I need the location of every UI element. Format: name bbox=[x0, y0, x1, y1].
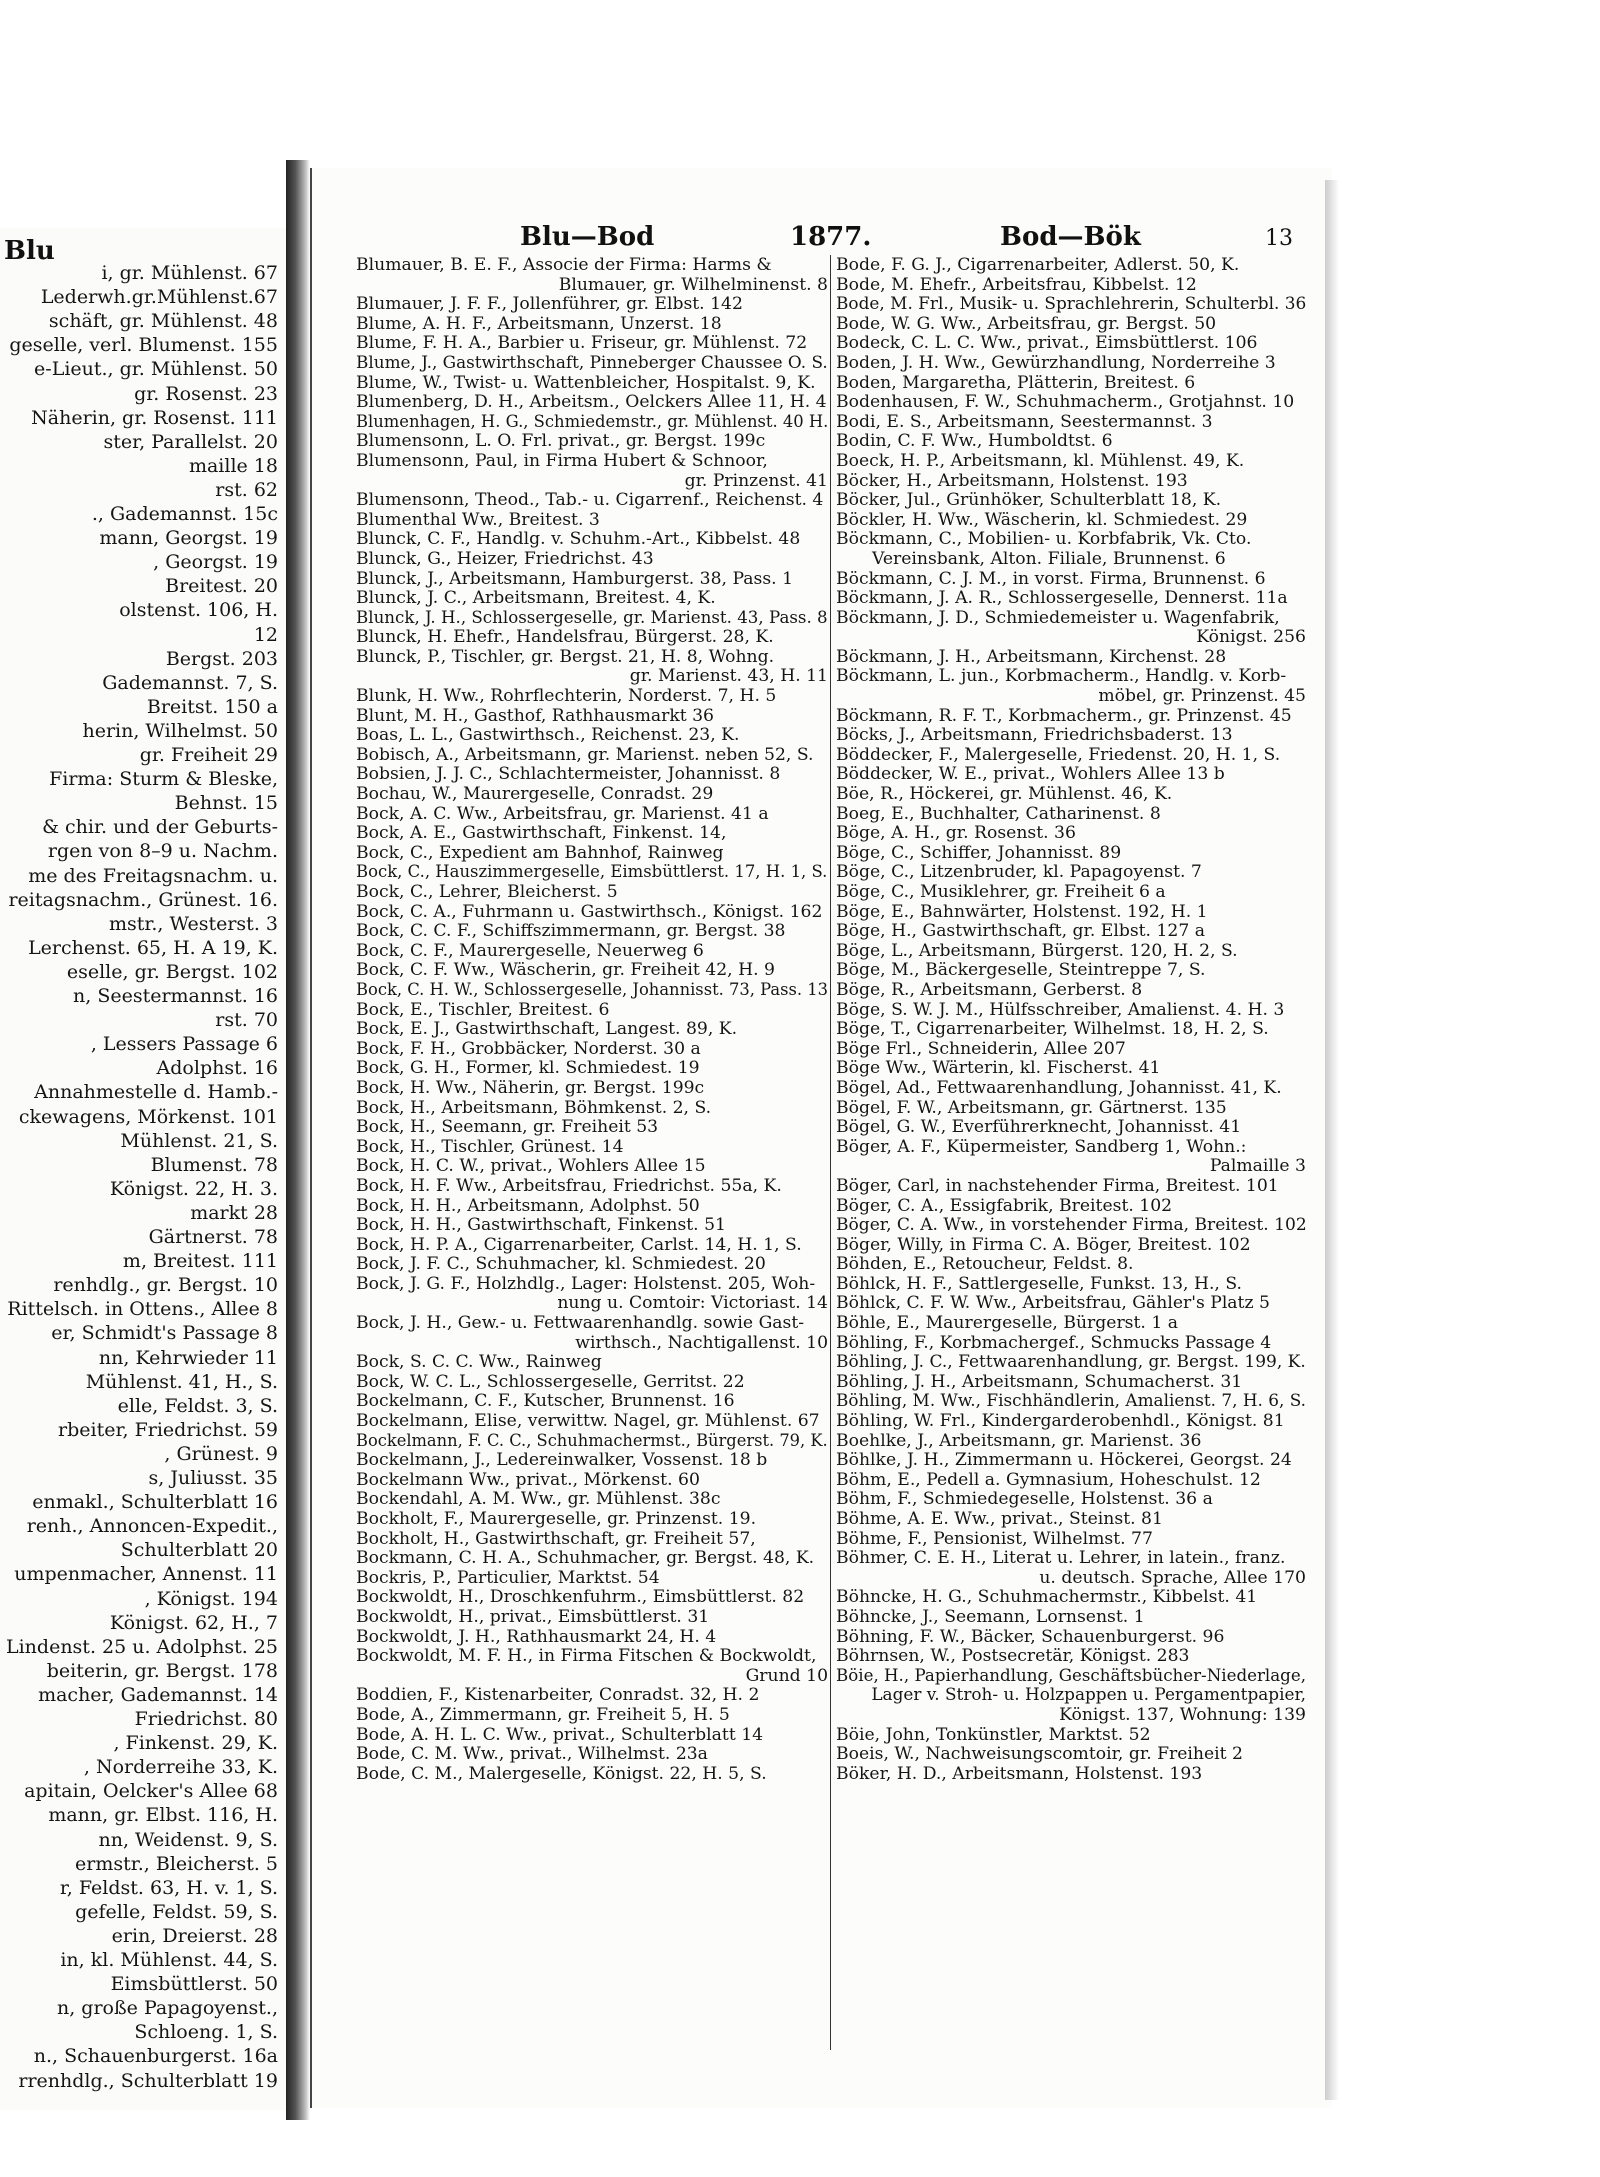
directory-entry: Böddecker, W. E., privat., Wohlers Allee 13 b bbox=[836, 764, 1225, 785]
directory-entry: Böger, C. A., Essigfabrik, Breitest. 102 bbox=[836, 1195, 1173, 1216]
left-page-line: ster, Parallelst. 20 bbox=[103, 430, 278, 453]
directory-entry: Boddien, F., Kistenarbeiter, Conradst. 32, H. 2 bbox=[356, 1685, 760, 1706]
directory-entry: Bock, H. H., Gastwirthschaft, Finkenst. 51 bbox=[356, 1215, 726, 1236]
directory-entry: Böckmann, C., Mobilien- u. Korbfabrik, Vk. Cto. bbox=[836, 529, 1252, 550]
directory-entry: Bögel, Ad., Fettwaarenhandlung, Johannisst. 41, K. bbox=[836, 1077, 1282, 1098]
left-page-line: rbeiter, Friedrichst. 59 bbox=[58, 1418, 278, 1441]
left-page-line: Breitst. 150 a bbox=[146, 695, 278, 718]
directory-entry: Bockwoldt, J. H., Rathhausmarkt 24, H. 4 bbox=[356, 1626, 717, 1647]
left-page-line: renh., Annoncen-Expedit., bbox=[26, 1515, 278, 1538]
directory-entry: Böge, L., Arbeitsmann, Bürgerst. 120, H. 2, S. bbox=[836, 940, 1238, 961]
header-year: 1877. bbox=[790, 222, 872, 252]
directory-entry: Boden, J. H. Ww., Gewürzhandlung, Norderreihe 3 bbox=[836, 352, 1276, 373]
directory-entry: Böge, C., Musiklehrer, gr. Freiheit 6 a bbox=[836, 882, 1166, 902]
directory-entry: Lager v. Stroh- u. Holzpappen u. Pergamentpapier, bbox=[871, 1685, 1307, 1706]
left-page-line: Schloeng. 1, S. bbox=[134, 2021, 278, 2044]
directory-entry: Blunck, J. H., Schlossergeselle, gr. Marienst. 43, Pass. 8 bbox=[356, 607, 828, 628]
entry-continuation: Königst. 137, Wohnung: 139 bbox=[1059, 1704, 1306, 1725]
left-page-line: nn, Weidenst. 9, S. bbox=[98, 1828, 278, 1851]
entry-continuation: Blumauer, gr. Wilhelminenst. 8 bbox=[558, 274, 828, 295]
directory-entry: Böge Ww., Wärterin, kl. Fischerst. 41 bbox=[836, 1058, 1161, 1079]
left-page-line: macher, Gademannst. 14 bbox=[38, 1683, 278, 1706]
left-page-line: mann, Georgst. 19 bbox=[99, 527, 278, 550]
directory-entry: Böcker, H., Arbeitsmann, Holstenst. 193 bbox=[836, 470, 1188, 491]
directory-entry: Böhncke, J., Seemann, Lornsenst. 1 bbox=[836, 1606, 1145, 1627]
directory-entry: Böhmer, C. E. H., Literat u. Lehrer, in latein., franz. bbox=[836, 1548, 1286, 1569]
directory-entry: Bodin, C. F. Ww., Humboldtst. 6 bbox=[836, 431, 1113, 452]
left-page-line: herin, Wilhelmst. 50 bbox=[82, 719, 278, 742]
left-page-line: Bergst. 203 bbox=[165, 647, 278, 670]
directory-entry: Bockelmann, Elise, verwittw. Nagel, gr. Mühlenst. 67 bbox=[356, 1411, 820, 1432]
directory-entry: Bock, C., Hauszimmergeselle, Eimsbüttlerst. 17, H. 1, S. bbox=[356, 862, 828, 883]
directory-entry: Blunt, M. H., Gasthof, Rathhausmarkt 36 bbox=[356, 705, 714, 726]
left-page-line: mann, gr. Elbst. 116, H. bbox=[48, 1804, 278, 1827]
directory-entry: Blume, W., Twist- u. Wattenbleicher, Hospitalst. 9, K. bbox=[356, 372, 816, 393]
page-edge bbox=[1325, 180, 1339, 2100]
left-page-line: rst. 62 bbox=[215, 478, 278, 501]
directory-entry: Böhrnsen, W., Postsecretär, Königst. 283 bbox=[836, 1646, 1190, 1667]
directory-entry: Bockelmann Ww., privat., Mörkenst. 60 bbox=[356, 1469, 700, 1490]
directory-entry: Blumenthal Ww., Breitest. 3 bbox=[356, 509, 600, 530]
left-page-line: Firma: Sturm & Bleske, bbox=[49, 768, 278, 791]
directory-entry: Bode, C. M., Malergeselle, Königst. 22, H. 5, S. bbox=[356, 1763, 767, 1784]
directory-entry: Bockendahl, A. M. Ww., gr. Mühlenst. 38c bbox=[356, 1489, 721, 1510]
page-number: 13 bbox=[1265, 226, 1293, 251]
directory-entry: Blunck, C. F., Handlg. v. Schuhm.-Art., Kibbelst. 48 bbox=[356, 529, 801, 550]
directory-entry: Boden, Margaretha, Plätterin, Breitest. 6 bbox=[836, 372, 1196, 393]
entry-continuation: Grund 10 bbox=[745, 1665, 828, 1686]
left-page-line: maille 18 bbox=[188, 454, 278, 477]
left-page-line: , Königst. 194 bbox=[144, 1587, 278, 1610]
left-page-line: e-Lieut., gr. Mühlenst. 50 bbox=[34, 358, 278, 381]
directory-entry: Böge, T., Cigarrenarbeiter, Wilhelmst. 18, H. 2, S. bbox=[836, 1019, 1269, 1040]
directory-entry: Bobisch, A., Arbeitsmann, gr. Marienst. neben 52, S. bbox=[356, 744, 814, 765]
directory-column-1 bbox=[356, 256, 828, 1784]
directory-entry: Bockwoldt, M. F. H., in Firma Fitschen & Bockwoldt, bbox=[356, 1646, 817, 1667]
left-page-line: rrenhdlg., Schulterblatt 19 bbox=[18, 2069, 278, 2092]
entry-continuation: gr. Prinzenst. 41 bbox=[684, 470, 828, 491]
left-page-line: schäft, gr. Mühlenst. 48 bbox=[48, 310, 278, 333]
header-range-right: Bod—Bök bbox=[1000, 222, 1141, 252]
left-page-line: Schulterblatt 20 bbox=[120, 1539, 278, 1562]
left-page-line: rst. 70 bbox=[215, 1009, 278, 1032]
directory-entry: Bodi, E. S., Arbeitsmann, Seestermannst. 3 bbox=[836, 411, 1213, 432]
directory-entry: Böge, R., Arbeitsmann, Gerberst. 8 bbox=[836, 979, 1143, 1000]
directory-entry: Bockelmann, J., Ledereinwalker, Vossenst. 18 b bbox=[356, 1450, 768, 1471]
column-separator bbox=[830, 255, 831, 2050]
left-page-line: Königst. 22, H. 3. bbox=[109, 1177, 278, 1200]
directory-entry: Blume, J., Gastwirthschaft, Pinneberger Chaussee O. S. bbox=[356, 352, 828, 373]
left-page-line: Näherin, gr. Rosenst. 111 bbox=[31, 406, 278, 429]
directory-entry: Bockris, P., Particulier, Marktst. 54 bbox=[356, 1567, 660, 1588]
left-page-line: Lederwh.gr.Mühlenst.67 bbox=[40, 286, 278, 309]
left-page-line: n., Schauenburgerst. 16a bbox=[33, 2045, 278, 2068]
left-page-line: , Finkenst. 29, K. bbox=[113, 1732, 278, 1755]
directory-entry: Bock, F. H., Grobbäcker, Norderst. 30 a bbox=[356, 1038, 701, 1059]
left-page bbox=[0, 228, 289, 2110]
directory-entry: Böhlke, J. H., Zimmermann u. Höckerei, Georgst. 24 bbox=[836, 1450, 1292, 1471]
directory-entry: Böge, M., Bäckergeselle, Steintreppe 7, S. bbox=[836, 960, 1206, 981]
directory-entry: Böhling, F., Korbmachergef., Schmucks Passage 4 bbox=[836, 1332, 1272, 1353]
directory-entry: Böckmann, C. J. M., in vorst. Firma, Brunnenst. 6 bbox=[836, 568, 1266, 589]
directory-entry: Böhm, F., Schmiedegeselle, Holstenst. 36 a bbox=[836, 1489, 1213, 1510]
left-page-line: Rittelsch. in Ottens., Allee 8 bbox=[7, 1298, 278, 1321]
directory-entry: Bode, F. G. J., Cigarrenarbeiter, Adlerst. 50, K. bbox=[836, 255, 1240, 275]
directory-entry: Böckler, H. Ww., Wäscherin, kl. Schmiedest. 29 bbox=[836, 509, 1248, 530]
left-page-line: Blumenst. 78 bbox=[150, 1153, 278, 1176]
left-page-line: ., Gademannst. 15c bbox=[91, 503, 278, 525]
directory-entry: Böckmann, J. A. R., Schlossergeselle, Dennerst. 11a bbox=[836, 588, 1288, 609]
directory-entry: Bock, J. G. F., Holzhdlg., Lager: Holstenst. 205, Woh- bbox=[356, 1273, 816, 1294]
directory-entry: Böddecker, F., Malergeselle, Friedenst. 20, H. 1, S. bbox=[836, 744, 1281, 765]
directory-entry: Böhm, E., Pedell a. Gymnasium, Hoheschulst. 12 bbox=[836, 1469, 1261, 1490]
directory-entry: Böcks, J., Arbeitsmann, Friedrichsbaderst. 13 bbox=[836, 725, 1233, 746]
left-page-line: Mühlenst. 21, S. bbox=[120, 1129, 278, 1152]
directory-entry: Blume, F. H. A., Barbier u. Friseur, gr. Mühlenst. 72 bbox=[356, 333, 808, 354]
entry-continuation: möbel, gr. Prinzenst. 45 bbox=[1098, 686, 1306, 707]
left-page-line: geselle, verl. Blumenst. 155 bbox=[9, 334, 278, 357]
directory-entry: Bock, J. H., Gew.- u. Fettwaarenhandlg. sowie Gast- bbox=[356, 1313, 805, 1334]
left-page-line: Gärtnerst. 78 bbox=[148, 1226, 278, 1248]
directory-entry: Böe, R., Höckerei, gr. Mühlenst. 46, K. bbox=[836, 784, 1173, 805]
directory-entry: Blunck, G., Heizer, Friedrichst. 43 bbox=[356, 548, 654, 569]
directory-entry: Böger, Willy, in Firma C. A. Böger, Breitest. 102 bbox=[836, 1234, 1251, 1255]
left-page-line: Königst. 62, H., 7 bbox=[109, 1611, 278, 1634]
entry-continuation: wirthsch., Nachtigallenst. 10 bbox=[575, 1332, 828, 1353]
left-page-line: enmakl., Schulterblatt 16 bbox=[32, 1491, 278, 1514]
directory-entry: Böhling, M. Ww., Fischhändlerin, Amalienst. 7, H. 6, S. bbox=[836, 1391, 1307, 1412]
directory-entry: Bögel, F. W., Arbeitsmann, gr. Gärtnerst. 135 bbox=[836, 1097, 1227, 1118]
left-page-line: apitain, Oelcker's Allee 68 bbox=[24, 1780, 278, 1803]
directory-entry: Bock, C. H. W., Schlossergeselle, Johannisst. 73, Pass. 13 bbox=[356, 979, 829, 1000]
directory-entry: Böhling, J. C., Fettwaarenhandlung, gr. Bergst. 199, K. bbox=[836, 1352, 1306, 1373]
directory-entry: Böger, C. A. Ww., in vorstehender Firma, Breitest. 102 bbox=[836, 1215, 1307, 1236]
directory-entry: Bode, M. Frl., Musik- u. Sprachlehrerin, Schulterbl. 36 bbox=[836, 294, 1307, 315]
directory-entry: Bode, A. H. L. C. Ww., privat., Schulterblatt 14 bbox=[356, 1724, 764, 1745]
left-page-line: rgen von 8–9 u. Nachm. bbox=[47, 840, 278, 863]
directory-entry: Bockelmann, F. C. C., Schuhmachermst., Bürgerst. 79, K. bbox=[356, 1430, 828, 1451]
left-page-line: Lindenst. 25 u. Adolphst. 25 bbox=[5, 1635, 278, 1658]
directory-entry: Bock, A. C. Ww., Arbeitsfrau, gr. Marienst. 41 a bbox=[356, 803, 769, 824]
left-page-line: s, Juliusst. 35 bbox=[148, 1467, 278, 1489]
directory-entry: Blumenhagen, H. G., Schmiedemstr., gr. Mühlenst. 40 H. bbox=[356, 411, 829, 432]
directory-entry: Bock, E., Tischler, Breitest. 6 bbox=[356, 999, 610, 1020]
directory-entry: Blume, A. H. F., Arbeitsmann, Unzerst. 18 bbox=[356, 313, 722, 334]
header-range-left: Blu—Bod bbox=[520, 222, 655, 252]
left-page-line: Friedrichst. 80 bbox=[134, 1708, 278, 1730]
entry-continuation: gr. Marienst. 43, H. 11 bbox=[629, 666, 828, 687]
directory-entry: Bock, C. C. F., Schiffszimmermann, gr. Bergst. 38 bbox=[356, 921, 786, 942]
left-page-line: renhdlg., gr. Bergst. 10 bbox=[53, 1274, 278, 1297]
directory-entry: Böhling, W. Frl., Kindergarderobenhdl., Königst. 81 bbox=[836, 1411, 1285, 1432]
directory-entry: Bockwoldt, H., Droschkenfuhrm., Eimsbüttlerst. 82 bbox=[356, 1587, 805, 1608]
directory-entry: Böckmann, J. D., Schmiedemeister u. Wagenfabrik, bbox=[836, 607, 1280, 628]
entry-continuation: Königst. 256 bbox=[1196, 627, 1306, 648]
directory-entry: Böcker, Jul., Grünhöker, Schulterblatt 18, K. bbox=[836, 490, 1222, 511]
left-page-line: elle, Feldst. 3, S. bbox=[117, 1394, 278, 1417]
directory-entry: Blumauer, B. E. F., Associe der Firma: Harms & bbox=[356, 255, 772, 275]
directory-entry: Böhlck, H. F., Sattlergeselle, Funkst. 13, H., S. bbox=[836, 1273, 1242, 1294]
left-page-line: olstenst. 106, H. bbox=[119, 599, 278, 622]
directory-entry: Bock, S. C. C. Ww., Rainweg bbox=[356, 1352, 602, 1373]
directory-entry: Blunk, H. Ww., Rohrflechterin, Norderst. 7, H. 5 bbox=[356, 686, 777, 707]
directory-entry: Bockmann, C. H. A., Schuhmacher, gr. Bergst. 48, K. bbox=[356, 1548, 815, 1569]
directory-entry: Bodeck, C. L. C. Ww., privat., Eimsbüttlerst. 106 bbox=[836, 333, 1258, 354]
left-page-header: Blu bbox=[4, 236, 55, 266]
directory-entry: Bock, C., Lehrer, Bleicherst. 5 bbox=[356, 882, 618, 902]
directory-entry: Bock, E. J., Gastwirthschaft, Langest. 89, K. bbox=[356, 1019, 738, 1040]
left-page-line: markt 28 bbox=[190, 1201, 278, 1224]
directory-entry: Böckmann, R. F. T., Korbmacherm., gr. Prinzenst. 45 bbox=[836, 705, 1292, 726]
directory-entry: Blumensonn, L. O. Frl. privat., gr. Bergst. 199c bbox=[356, 431, 766, 452]
entry-continuation: nung u. Comtoir: Victoriast. 14 bbox=[557, 1293, 828, 1314]
left-page-line: Eimsbüttlerst. 50 bbox=[110, 1973, 278, 1996]
directory-entry: Bock, C. A., Fuhrmann u. Gastwirthsch., Königst. 162 bbox=[356, 901, 823, 922]
directory-entry: Bock, C. F., Maurergeselle, Neuerweg 6 bbox=[356, 940, 704, 961]
directory-entry: Bode, C. M. Ww., privat., Wilhelmst. 23a bbox=[356, 1744, 708, 1765]
directory-entry: Böge, E., Bahnwärter, Holstenst. 192, H. 1 bbox=[836, 901, 1208, 922]
directory-entry: Bock, H. F. Ww., Arbeitsfrau, Friedrichst. 55a, K. bbox=[356, 1175, 782, 1196]
directory-entry: Böie, John, Tonkünstler, Marktst. 52 bbox=[836, 1724, 1151, 1745]
left-page-line: nn, Kehrwieder 11 bbox=[98, 1346, 278, 1369]
directory-entry: Bockelmann, C. F., Kutscher, Brunnenst. 16 bbox=[356, 1391, 735, 1412]
directory-entry: Böger, A. F., Küpermeister, Sandberg 1, Wohn.: bbox=[836, 1136, 1247, 1157]
directory-entry: Böger, Carl, in nachstehender Firma, Breitest. 101 bbox=[836, 1175, 1279, 1196]
entry-continuation: Palmaille 3 bbox=[1209, 1156, 1306, 1177]
directory-entry: Blunck, P., Tischler, gr. Bergst. 21, H. 8, Wohng. bbox=[356, 646, 775, 667]
directory-entry: Bodenhausen, F. W., Schuhmacherm., Grotjahnst. 10 bbox=[836, 392, 1295, 413]
directory-entry: Bock, G. H., Former, kl. Schmiedest. 19 bbox=[356, 1058, 700, 1079]
left-page-line: n, Seestermannst. 16 bbox=[73, 985, 278, 1007]
left-page-line: n, große Papagoyenst., bbox=[56, 1997, 278, 2020]
directory-entry: Bock, H. P. A., Cigarrenarbeiter, Carlst. 14, H. 1, S. bbox=[356, 1234, 802, 1255]
directory-entry: Vereinsbank, Alton. Filiale, Brunnenst. 6 bbox=[872, 548, 1226, 569]
left-page-line: erin, Dreierst. 28 bbox=[111, 1924, 278, 1947]
left-page-line: & chir. und der Geburts- bbox=[42, 816, 278, 839]
directory-entry: Böhling, J. H., Arbeitsmann, Schumacherst. 31 bbox=[836, 1371, 1243, 1392]
directory-entry: Bock, H. H., Arbeitsmann, Adolphst. 50 bbox=[356, 1195, 700, 1216]
directory-entry: Böckmann, L. jun., Korbmacherm., Handlg. v. Korb- bbox=[836, 666, 1287, 687]
directory-entry: Bock, H., Seemann, gr. Freiheit 53 bbox=[356, 1117, 659, 1138]
left-page-line: r, Feldst. 63, H. v. 1, S. bbox=[59, 1876, 278, 1899]
directory-entry: Bögel, G. W., Everführerknecht, Johannisst. 41 bbox=[836, 1117, 1242, 1138]
left-page-line: gefelle, Feldst. 59, S. bbox=[75, 1900, 278, 1923]
directory-entry: Bockwoldt, H., privat., Eimsbüttlerst. 31 bbox=[356, 1606, 710, 1627]
directory-entry: Böker, H. D., Arbeitsmann, Holstenst. 193 bbox=[836, 1763, 1203, 1784]
directory-entry: Böhning, F. W., Bäcker, Schauenburgerst. 96 bbox=[836, 1626, 1225, 1647]
directory-entry: Blunck, J., Arbeitsmann, Hamburgerst. 38, Pass. 1 bbox=[356, 568, 794, 589]
directory-entry: Böie, H., Papierhandlung, Geschäftsbücher-Niederlage, bbox=[836, 1665, 1306, 1686]
left-page-line: ckewagens, Mörkenst. 101 bbox=[18, 1105, 278, 1128]
directory-entry: Böge, C., Litzenbruder, kl. Papagoyenst. 7 bbox=[836, 862, 1202, 883]
directory-entry: Bock, H., Tischler, Grünest. 14 bbox=[356, 1136, 624, 1157]
directory-entry: Böge, S. W. J. M., Hülfsschreiber, Amalienst. 4. H. 3 bbox=[836, 999, 1285, 1020]
left-page-line: Gademannst. 7, S. bbox=[102, 671, 278, 694]
directory-entry: Böge, C., Schiffer, Johannisst. 89 bbox=[836, 842, 1122, 863]
left-page-line: gr. Freiheit 29 bbox=[139, 744, 278, 766]
directory-entry: Bock, A. E., Gastwirthschaft, Finkenst. 14, bbox=[356, 823, 727, 844]
entry-continuation: u. deutsch. Sprache, Allee 170 bbox=[1039, 1567, 1306, 1588]
left-page-line: Annahmestelle d. Hamb.- bbox=[34, 1081, 278, 1104]
directory-entry: Bode, W. G. Ww., Arbeitsfrau, gr. Bergst. 50 bbox=[836, 313, 1217, 334]
left-page-line: Behnst. 15 bbox=[174, 792, 278, 815]
directory-entry: Böhncke, H. G., Schuhmachermstr., Kibbelst. 41 bbox=[836, 1587, 1258, 1608]
directory-entry: Böhden, E., Retoucheur, Feldst. 8. bbox=[836, 1254, 1134, 1275]
left-page-line: ermstr., Bleicherst. 5 bbox=[75, 1852, 278, 1875]
directory-entry: Bode, M. Ehefr., Arbeitsfrau, Kibbelst. 12 bbox=[836, 274, 1197, 295]
left-page-line: , Georgst. 19 bbox=[153, 551, 278, 574]
left-page-line: m, Breitest. 111 bbox=[122, 1250, 278, 1273]
directory-entry: Bockholt, H., Gastwirthschaft, gr. Freiheit 57, bbox=[356, 1528, 756, 1549]
left-page-line: er, Schmidt's Passage 8 bbox=[51, 1322, 278, 1345]
left-page-line: gr. Rosenst. 23 bbox=[134, 382, 278, 405]
directory-entry: Boehlke, J., Arbeitsmann, gr. Marienst. 36 bbox=[836, 1430, 1202, 1451]
left-page-line: Mühlenst. 41, H., S. bbox=[85, 1370, 278, 1393]
left-page-line: umpenmacher, Annenst. 11 bbox=[14, 1563, 278, 1586]
directory-entry: Bock, J. F. C., Schuhmacher, kl. Schmiedest. 20 bbox=[356, 1254, 766, 1275]
directory-entry: Blunck, H. Ehefr., Handelsfrau, Bürgerst. 28, K. bbox=[356, 627, 774, 648]
directory-entry: Boas, L. L., Gastwirthsch., Reichenst. 23, K. bbox=[356, 725, 740, 746]
directory-entry: Blumenberg, D. H., Arbeitsm., Oelckers Allee 11, H. 4 bbox=[356, 392, 827, 413]
left-page-line: Breitest. 20 bbox=[165, 575, 278, 598]
directory-entry: Bock, C. F. Ww., Wäscherin, gr. Freiheit 42, H. 9 bbox=[356, 960, 775, 981]
directory-entry: Bochau, W., Maurergeselle, Conradst. 29 bbox=[356, 784, 714, 805]
directory-entry: Böckmann, J. H., Arbeitsmann, Kirchenst. 28 bbox=[836, 646, 1227, 667]
directory-entry: Blumauer, J. F. F., Jollenführer, gr. Elbst. 142 bbox=[356, 294, 743, 315]
left-page-line: Lerchenst. 65, H. A 19, K. bbox=[28, 936, 278, 959]
left-page-line: in, kl. Mühlenst. 44, S. bbox=[60, 1949, 278, 1971]
left-page-line: i, gr. Mühlenst. 67 bbox=[101, 262, 278, 284]
left-page-line: Adolphst. 16 bbox=[156, 1057, 278, 1080]
directory-entry: Boeg, E., Buchhalter, Catharinenst. 8 bbox=[836, 803, 1161, 824]
directory-column-2 bbox=[836, 256, 1306, 1784]
left-page-line: eselle, gr. Bergst. 102 bbox=[66, 960, 278, 983]
directory-entry: Böhme, A. E. Ww., privat., Steinst. 81 bbox=[836, 1509, 1163, 1529]
directory-entry: Böhle, E., Maurergeselle, Bürgerst. 1 a bbox=[836, 1313, 1178, 1334]
directory-entry: Boeck, H. P., Arbeitsmann, kl. Mühlenst. 49, K. bbox=[836, 450, 1245, 471]
left-page-line: , Grünest. 9 bbox=[164, 1442, 278, 1465]
directory-entry: Blumensonn, Theod., Tab.- u. Cigarrenf., Reichenst. 4 bbox=[356, 490, 824, 511]
directory-entry: Böhme, F., Pensionist, Wilhelmst. 77 bbox=[836, 1528, 1153, 1549]
directory-entry: Bock, W. C. L., Schlossergeselle, Gerritst. 22 bbox=[356, 1371, 745, 1392]
directory-entry: Blumensonn, Paul, in Firma Hubert & Schnoor, bbox=[356, 450, 768, 471]
directory-entry: Bobsien, J. J. C., Schlachtermeister, Johannisst. 8 bbox=[356, 764, 781, 785]
directory-entry: Böge, H., Gastwirthschaft, gr. Elbst. 127 a bbox=[836, 921, 1205, 942]
left-page-line: 12 bbox=[253, 623, 278, 646]
directory-entry: Böge, A. H., gr. Rosenst. 36 bbox=[836, 823, 1076, 844]
left-page-line: beiterin, gr. Bergst. 178 bbox=[46, 1659, 278, 1682]
gutter-shadow bbox=[286, 160, 310, 2120]
left-page-line: , Lessers Passage 6 bbox=[90, 1033, 278, 1056]
left-page-line: reitagsnachm., Grünest. 16. bbox=[8, 888, 278, 911]
directory-entry: Bock, H. C. W., privat., Wohlers Allee 15 bbox=[356, 1156, 706, 1177]
directory-entry: Bode, A., Zimmermann, gr. Freiheit 5, H. 5 bbox=[356, 1704, 730, 1725]
directory-entry: Bock, C., Expedient am Bahnhof, Rainweg bbox=[356, 842, 724, 863]
left-page-line: mstr., Westerst. 3 bbox=[108, 912, 278, 935]
directory-entry: Bock, H. Ww., Näherin, gr. Bergst. 199c bbox=[356, 1077, 705, 1098]
left-page-line: , Norderreihe 33, K. bbox=[83, 1756, 278, 1779]
left-page-line: me des Freitagsnachm. u. bbox=[28, 864, 278, 887]
directory-entry: Boeis, W., Nachweisungscomtoir, gr. Freiheit 2 bbox=[836, 1744, 1243, 1765]
directory-entry: Blunck, J. C., Arbeitsmann, Breitest. 4, K. bbox=[356, 588, 716, 609]
directory-entry: Bockholt, F., Maurergeselle, gr. Prinzenst. 19. bbox=[356, 1509, 757, 1529]
directory-entry: Böhlck, C. F. W. Ww., Arbeitsfrau, Gähler's Platz 5 bbox=[836, 1293, 1270, 1314]
directory-entry: Bock, H., Arbeitsmann, Böhmkenst. 2, S. bbox=[356, 1097, 712, 1118]
directory-entry: Böge Frl., Schneiderin, Allee 207 bbox=[836, 1038, 1126, 1059]
